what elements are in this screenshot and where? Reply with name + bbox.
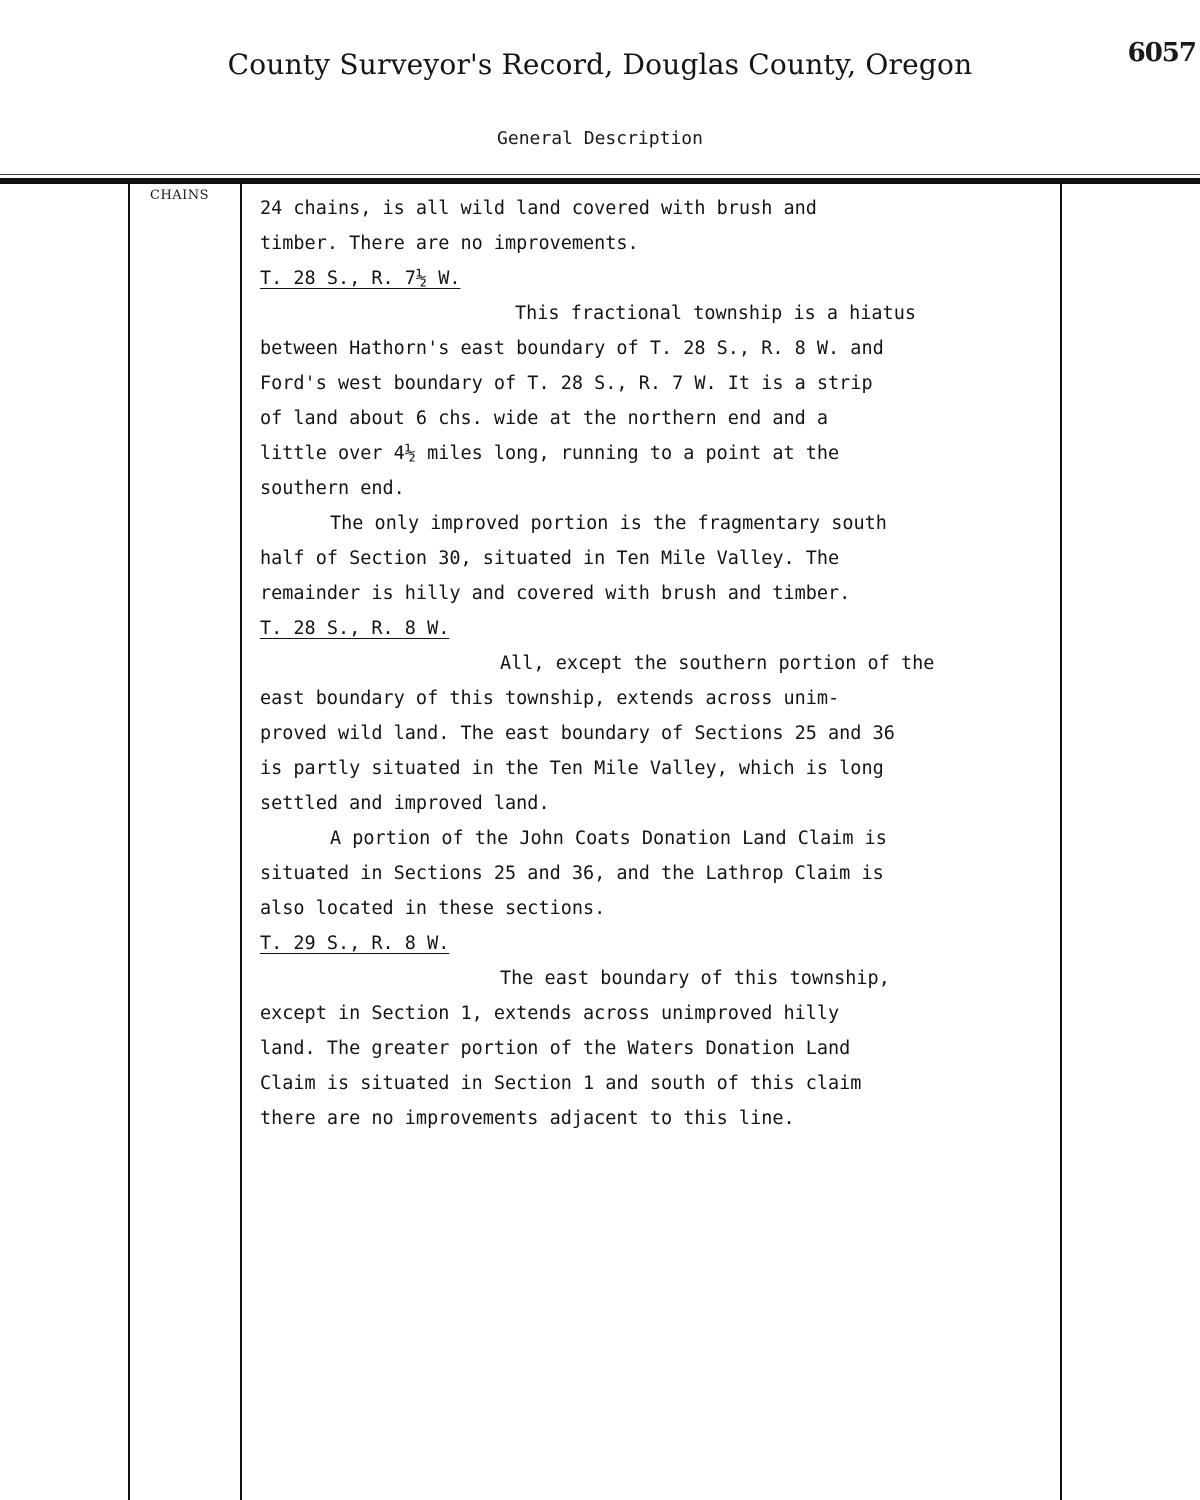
description-line: little over 4½ miles long, running to a point at the xyxy=(260,443,840,464)
description-line: of land about 6 chs. wide at the northern end and a xyxy=(260,408,829,429)
description-line: land. The greater portion of the Waters Donation Land xyxy=(260,1038,851,1059)
description-line: situated in Sections 25 and 36, and the Lathrop Claim is xyxy=(260,863,884,884)
description-line: also located in these sections. xyxy=(260,898,606,919)
description-line: east boundary of this township, extends across unim- xyxy=(260,688,840,709)
chains-column-line xyxy=(240,184,242,1500)
right-column-line xyxy=(1060,184,1062,1500)
township-heading: T. 28 S., R. 7½ W. xyxy=(260,268,461,289)
top-rule-thin xyxy=(0,174,1200,175)
description-line: Ford's west boundary of T. 28 S., R. 7 W. It is a strip xyxy=(260,373,873,394)
township-heading: T. 29 S., R. 8 W. xyxy=(260,933,450,954)
left-margin-line xyxy=(128,184,130,1500)
page-number: 6057 xyxy=(1127,38,1196,68)
description-line: This fractional township is a hiatus xyxy=(515,303,916,324)
description-line: half of Section 30, situated in Ten Mile Valley. The xyxy=(260,548,840,569)
description-line: A portion of the John Coats Donation Land Claim is xyxy=(330,828,887,849)
description-line: The east boundary of this township, xyxy=(500,968,890,989)
description-line: proved wild land. The east boundary of Sections 25 and 36 xyxy=(260,723,895,744)
township-heading: T. 28 S., R. 8 W. xyxy=(260,618,450,639)
description-line: settled and improved land. xyxy=(260,793,550,814)
top-rule xyxy=(0,178,1200,184)
description-line: timber. There are no improvements. xyxy=(260,233,639,254)
page-title: County Surveyor's Record, Douglas County, Oregon xyxy=(227,48,973,81)
description-line: remainder is hilly and covered with brush and timber. xyxy=(260,583,851,604)
description-line: 24 chains, is all wild land covered with brush and xyxy=(260,198,817,219)
chains-column-header: CHAINS xyxy=(150,188,210,203)
section-title: General Description xyxy=(497,128,703,149)
description-line: is partly situated in the Ten Mile Valley, which is long xyxy=(260,758,884,779)
description-line: The only improved portion is the fragmentary south xyxy=(330,513,887,534)
description-line: between Hathorn's east boundary of T. 28 S., R. 8 W. and xyxy=(260,338,884,359)
description-line: Claim is situated in Section 1 and south of this claim xyxy=(260,1073,862,1094)
description-line: there are no improvements adjacent to this line. xyxy=(260,1108,795,1129)
description-body xyxy=(260,191,1060,1136)
description-line: except in Section 1, extends across unimproved hilly xyxy=(260,1003,840,1024)
description-line: southern end. xyxy=(260,478,405,499)
description-line: All, except the southern portion of the xyxy=(500,653,935,674)
